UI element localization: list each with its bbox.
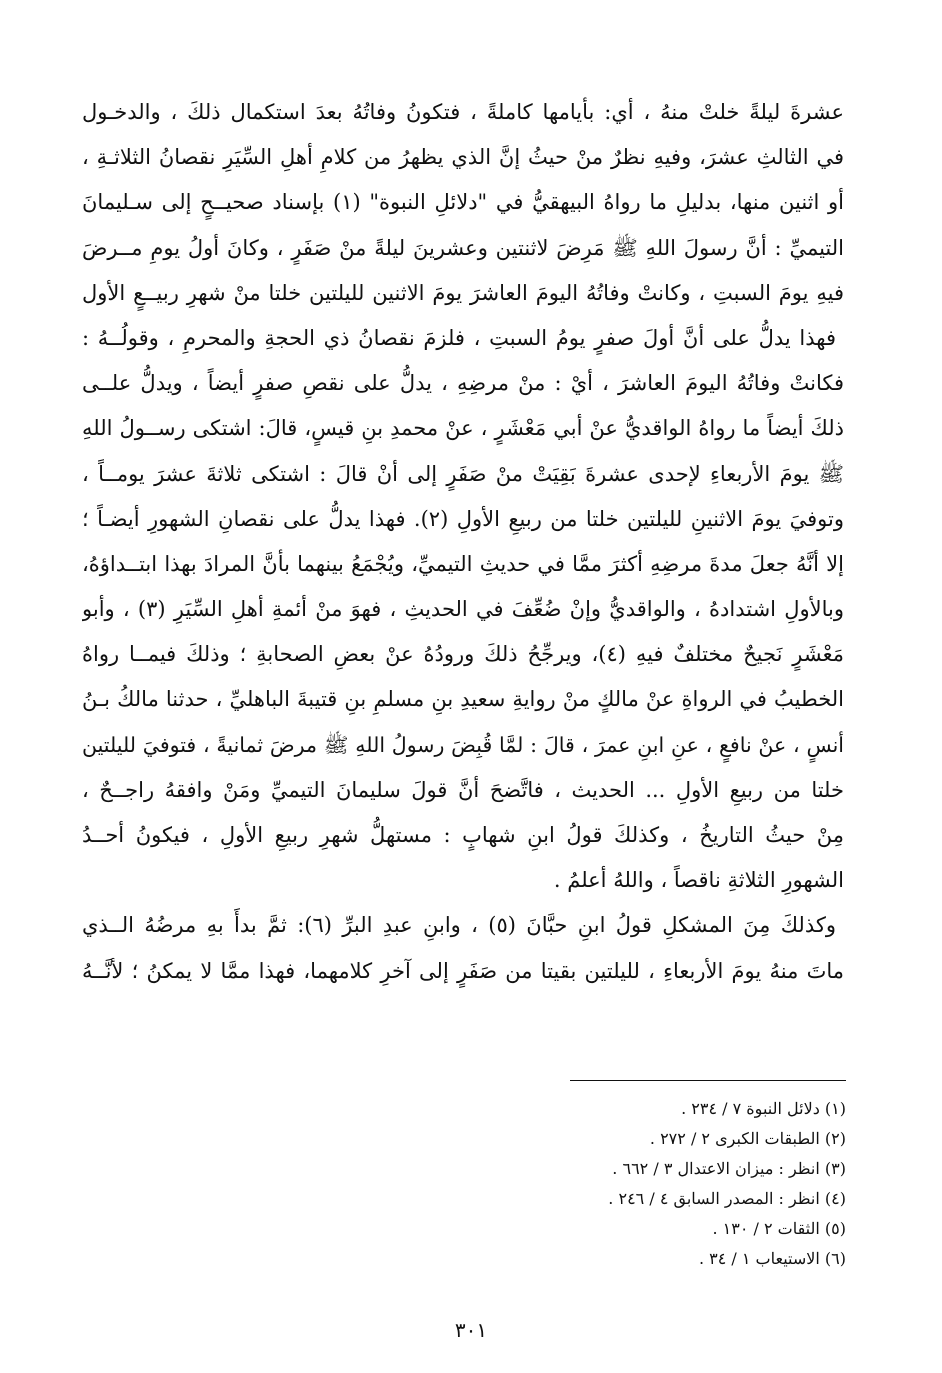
text-line: عشرةَ ليلةً خلتْ منهُ ، أي: بأيامها كاملةً ، فتكونُ وفاتُهُ بعدَ استكمال ذلكَ ، والدخـول <box>82 100 844 124</box>
footnote: (٢) الطبقات الكبرى ٢ / ٢٧٢ . <box>649 1129 846 1148</box>
text-line: وبالأولِ اشتدادهُ ، والواقديُّ وإنْ ضُعِّفَ في الحديثِ ، فهوَ منْ أئمةِ أهلِ السِّيَرِ (٣) ، وأبو <box>82 597 844 622</box>
text-line: مِنْ حيثُ التاريخُ ، وكذلكَ قولُ ابنِ شهابٍ : مستهلُّ شهرِ ربيعِ الأولِ ، فيكونُ أحــدُ <box>82 823 844 847</box>
footnote: (٤) انظر : المصدر السابق ٤ / ٢٤٦ . <box>608 1189 846 1208</box>
text-line: ذلكَ أيضاً ما رواهُ الواقديُّ عنْ أبي مَعْشَرٍ ، عنْ محمدِ بنِ قيسٍ، قالَ: اشتكى رســولُ اللهِ <box>82 416 844 441</box>
footnote: (٥) الثقات ٢ / ١٣٠ . <box>712 1219 846 1238</box>
text-line: أو اثنين منها، بدليلِ ما رواهُ البيهقيُّ في "دلائلِ النبوة" (١) بإسناد صحيــحٍ إلى سـليمانَ <box>82 190 844 215</box>
footnote: (١) دلائل النبوة ٧ / ٢٣٤ . <box>681 1099 846 1118</box>
text-line: إلا أنَّهُ جعلَ مدةَ مرضِهِ أكثرَ ممَّا في حديثِ التيميِّ، ويُجْمَعُ بينهما بأنَّ المرادَ بهذا ابتــداؤهُ، <box>82 551 844 576</box>
text-line: وتوفيَ يومَ الاثنينِ لليلتين خلتا من ربيعِ الأولِ (٢). فهذا يدلُّ على نقصانِ الشهورِ أيضـاً ؛ <box>82 506 844 531</box>
text-line: مَعْشَرٍ نَجيحٌ مختلفٌ فيهِ (٤)، ويرجِّحُ ذلكَ ورودُهُ عنْ بعضِ الصحابةِ ؛ وذلكَ فيمــا رواهُ <box>82 642 844 667</box>
footnote: (٦) الاستيعاب ١ / ٣٤ . <box>698 1249 846 1268</box>
footnotes <box>246 1094 846 1274</box>
text-line: الشهورِ الثلاثةِ ناقصاً ، واللهُ أعلمُ . <box>553 868 844 893</box>
text-line: فكانتْ وفاتُهُ اليومَ العاشرَ ، أيْ : منْ مرضِهِ ، يدلُّ على نقصِ صفرٍ أيضاً ، ويدلُّ علــى <box>82 371 844 396</box>
text-line: وكذلكَ مِنَ المشكلِ قولُ ابنِ حبَّانَ (٥) ، وابنِ عبدِ البرِّ (٦): ثمَّ بدأَ بهِ مرضُهُ الــذي <box>82 913 836 938</box>
text-line: خلتا من ربيعِ الأولِ ... الحديث ، فاتَّضحَ أنَّ قولَ سليمانَ التيميِّ ومَنْ وافقهُ راجــحٌ ، <box>82 777 844 802</box>
footnote: (٣) انظر : ميزان الاعتدال ٣ / ٦٦٢ . <box>612 1159 846 1178</box>
text-line: التيميِّ : أنَّ رسولَ اللهِ ﷺ مَرِضَ لاثنتين وعشرينَ ليلةً منْ صَفَرٍ ، وكانَ أولُ يومِ مــرضَ <box>82 235 844 260</box>
footnote-separator <box>570 1080 846 1081</box>
text-line: ﷺ يومَ الأربعاءِ لإحدى عشرةَ بَقِيَتْ منْ صَفَرٍ إلى أنْ قالَ : اشتكى ثلاثةَ عشرَ يومــاً ، <box>82 461 844 486</box>
text-line: فيهِ يومَ السبتِ ، وكانتْ وفاتُهُ اليومَ العاشرَ يومَ الاثنين لليلتين خلتا منْ شهرِ ربيــعٍ الأول <box>82 280 844 305</box>
text-line: أنسٍ ، عنْ نافعٍ ، عنِ ابنِ عمرَ ، قالَ : لمَّا قُبِضَ رسولُ اللهِ ﷺ مرضَ ثمانيةً ، فتوفيَ لليلتين <box>82 732 844 757</box>
text-line: في الثالثِ عشرَ، وفيهِ نظرٌ منْ حيثُ إنَّ الذي يظهرُ من كلامِ أهلِ السِّيَرِ نقصانُ الثلاثـةِ ، <box>82 145 844 170</box>
page-number: ٣٠١ <box>454 1318 488 1342</box>
text-line: فهذا يدلُّ على أنَّ أولَ صفرٍ يومُ السبتِ ، فلزمَ نقصانُ ذي الحجةِ والمحرمِ ، وقولُــهُ : <box>82 325 836 350</box>
body-text <box>82 90 844 994</box>
text-line: ماتَ منهُ يومَ الأربعاءِ ، لليلتين بقيتا من صَفَرٍ إلى آخرِ كلامهما، فهذا ممَّا لا يمكنُ ؛ لأنَّــهُ <box>82 958 844 983</box>
text-line: الخطيبُ في الرواةِ عنْ مالكٍ منْ روايةِ سعيدِ بنِ مسلمِ بنِ قتيبةَ الباهليِّ ، حدثنا مالكُ بـنُ <box>82 687 844 712</box>
